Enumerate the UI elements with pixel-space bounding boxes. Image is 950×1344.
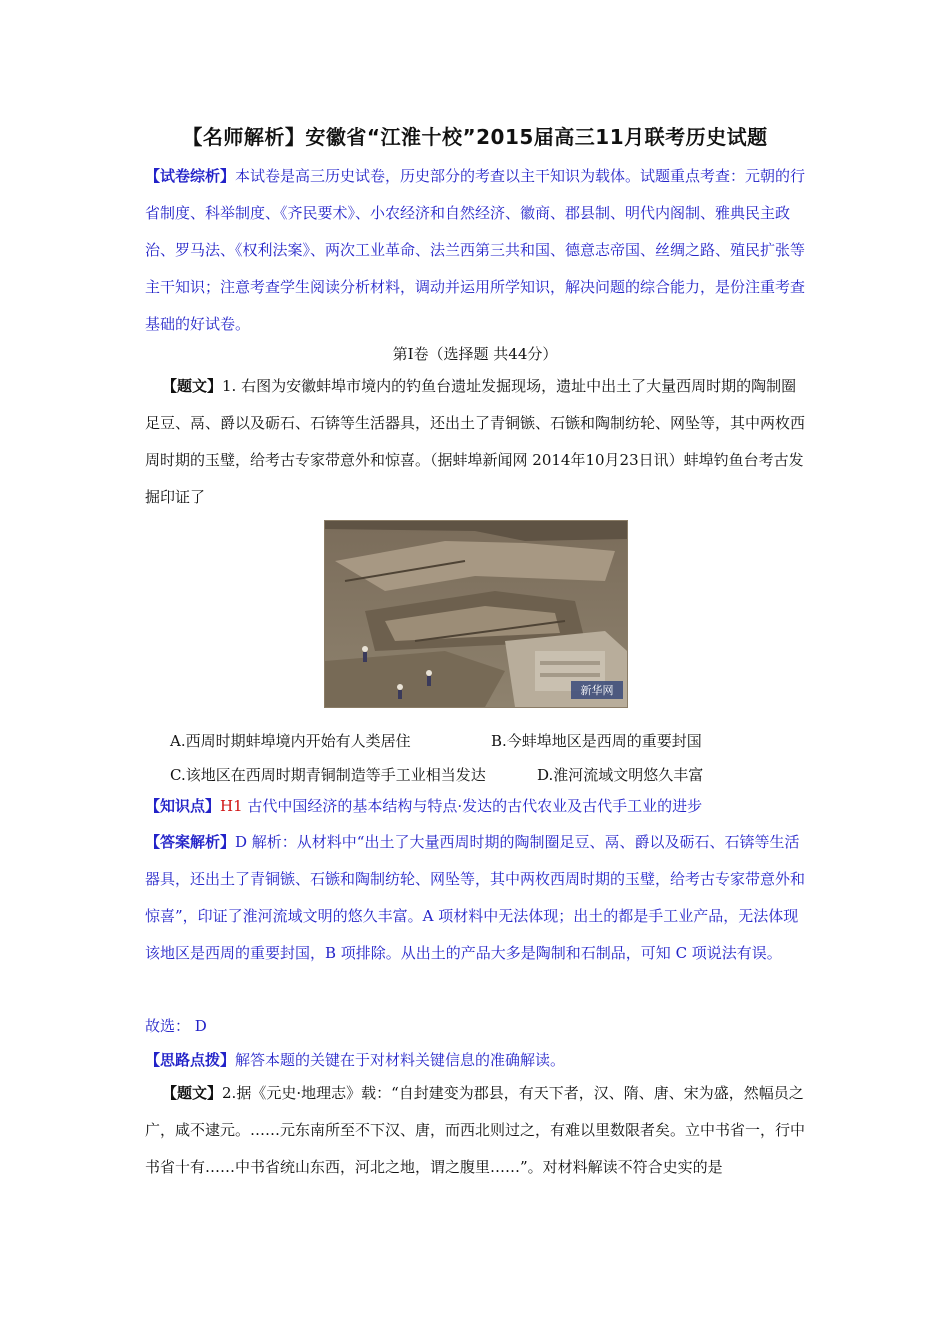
photo-watermark: 新华网 xyxy=(580,684,614,697)
q1-tag: 【题文】 xyxy=(162,377,223,395)
q1-knowledge-point xyxy=(145,788,810,825)
q1-hint xyxy=(145,1042,810,1079)
paper-overview xyxy=(145,158,810,343)
question-1 xyxy=(145,368,810,516)
q2-text: 2.据《元史·地理志》载：“自封建变为郡县，有天下者，汉、隋、唐、宋为盛，然幅员之广，咸不逮元。……元东南所至不下汉、唐，而西北则过之，有难以里数限者矣。立中书省一，行中书省十有……中书省统山东西，河北之地，谓之腹里……”。对材料解读不符合史实的是 xyxy=(145,1084,806,1176)
knowledge-tag: 【知识点】 xyxy=(145,797,221,815)
knowledge-text: 古代中国经济的基本结构与特点·发达的古代农业及古代手工业的进步 xyxy=(242,797,703,815)
page-title: 【名师解析】安徽省“江淮十校”2015届高三11月联考历史试题 xyxy=(182,125,768,149)
hint-tag: 【思路点拨】 xyxy=(145,1051,236,1069)
q1-choice: 故选： D xyxy=(145,1017,207,1035)
excavation-photo xyxy=(324,520,628,708)
answer-tag: 【答案解析】 xyxy=(145,833,236,851)
q1-option-a[interactable]: A.西周时期蚌埠境内开始有人类居住 xyxy=(170,732,411,750)
overview-text: 本试卷是高三历史试卷，历史部分的考查以主干知识为载体。试题重点考查：元朝的行省制度、科举制度、《齐民要术》、小农经济和自然经济、徽商、郡县制、明代内阁制、雅典民主政治、罗马法、《权利法案》、两次工业革命、法兰西第三共和国、德意志帝国、丝绸之路、殖民扩张等主干知识；注意考查学生阅读分析材料，调动并运用所学知识，解决问题的综合能力，是份注重考查基础的好试卷。 xyxy=(145,167,806,333)
q1-answer-analysis xyxy=(145,824,810,972)
q1-text: 1. 右图为安徽蚌埠市境内的钓鱼台遗址发掘现场，遗址中出土了大量西周时期的陶制圈足豆、鬲、爵以及砺石、石锛等生活器具，还出土了青铜镞、石镞和陶制纺轮、网坠等，其中两枚西周时期的玉璧，给考古专家带意外和惊喜。（据蚌埠新闻网 2014年10月23日讯）蚌埠钓鱼台考古发掘印证了 xyxy=(145,377,806,506)
section-title: 第Ⅰ卷（选择题 共44分） xyxy=(392,345,558,363)
q2-tag: 【题文】 xyxy=(162,1084,223,1102)
q1-option-c[interactable]: C.该地区在西周时期青铜制造等手工业相当发达 xyxy=(170,766,486,784)
q1-option-d[interactable]: D.淮河流域文明悠久丰富 xyxy=(537,766,704,784)
q1-option-b[interactable]: B.今蚌埠地区是西周的重要封国 xyxy=(491,732,702,750)
hint-text: 解答本题的关键在于对材料关键信息的准确解读。 xyxy=(235,1051,566,1069)
answer-text: D 解析：从材料中“出土了大量西周时期的陶制圈足豆、鬲、爵以及砺石、石锛等生活器具，还出土了青铜镞、石镞和陶制纺轮、网坠等，其中两枚西周时期的玉璧，给考古专家带意外和惊喜”，印证了淮河流域文明的悠久丰富。A 项材料中无法体现；出土的都是手工业产品，无法体现该地区是西周的重要封国，B 项排除。从出土的产品大多是陶制和石制品，可知 C 项说法有误。 xyxy=(145,833,806,962)
question-2 xyxy=(145,1075,810,1186)
knowledge-code: H1 xyxy=(220,797,243,815)
overview-tag: 【试卷综析】 xyxy=(145,167,236,185)
